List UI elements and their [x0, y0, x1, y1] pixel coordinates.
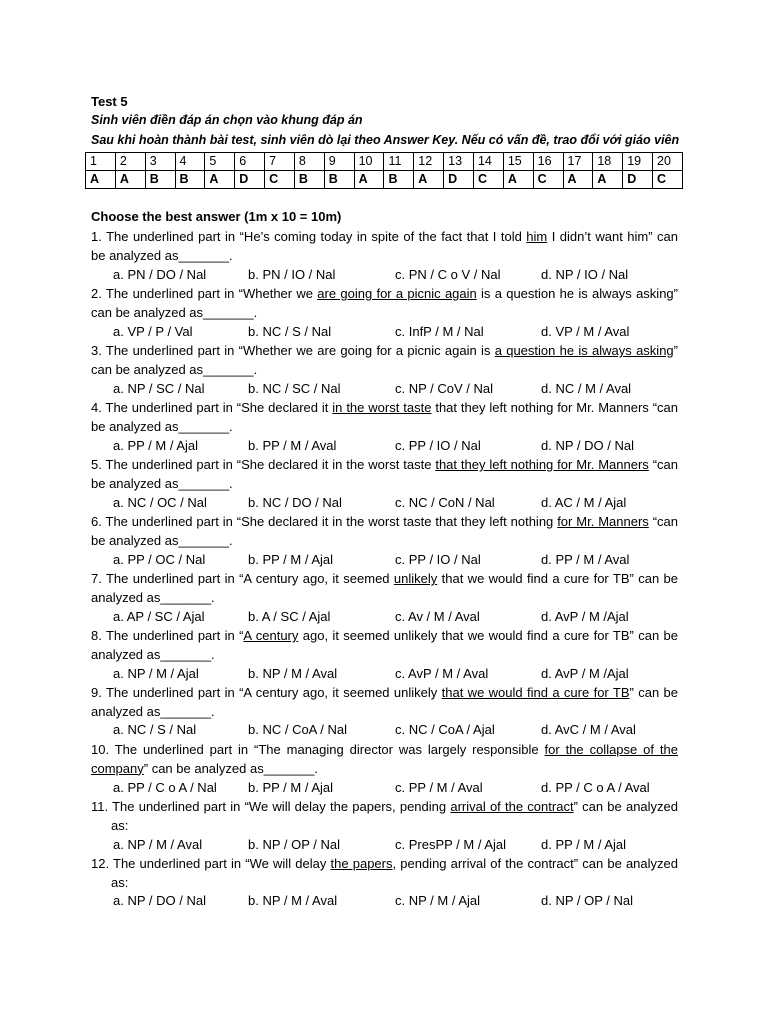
- answer-cell: B: [324, 171, 354, 189]
- answer-option[interactable]: a. PN / DO / Nal: [113, 267, 207, 282]
- answer-cell: B: [294, 171, 324, 189]
- answer-option[interactable]: a. PP / M / Ajal: [113, 438, 199, 453]
- answer-option[interactable]: a. VP / P / Val: [113, 324, 193, 339]
- answer-cell: A: [86, 171, 116, 189]
- answer-option[interactable]: b. A / SC / Ajal: [248, 609, 331, 624]
- question-text: [91, 855, 678, 892]
- question-number-cell: 16: [533, 153, 563, 171]
- question-text: [91, 342, 678, 379]
- question-stem: 2. The underlined part in “Whether we: [91, 286, 318, 301]
- question-number-cell: 4: [175, 153, 205, 171]
- underlined-part: a question he is always asking: [494, 343, 674, 358]
- answer-cell: C: [265, 171, 295, 189]
- answer-option[interactable]: b. NC / CoA / Nal: [248, 722, 347, 737]
- answer-cell: A: [593, 171, 623, 189]
- answer-option[interactable]: a. NC / OC / Nal: [113, 495, 207, 510]
- answer-option[interactable]: c. NP / M / Ajal: [395, 893, 481, 908]
- answer-option[interactable]: d. PP / M / Aval: [541, 552, 630, 567]
- answer-option[interactable]: c. PresPP / M / Ajal: [395, 837, 507, 852]
- underlined-part: that they left nothing for Mr. Manners: [435, 457, 649, 472]
- answer-option[interactable]: b. NP / M / Aval: [248, 666, 338, 681]
- question-number-cell: 2: [115, 153, 145, 171]
- answer-cell: D: [623, 171, 653, 189]
- answer-option[interactable]: b. NC / DO / Nal: [248, 495, 342, 510]
- question-stem: 3. The underlined part in “Whether we are going for a picnic again is: [91, 343, 495, 358]
- answer-option[interactable]: d. AC / M / Ajal: [541, 495, 627, 510]
- question-number-cell: 5: [205, 153, 235, 171]
- question-stem: 4. The underlined part in “She declared it: [91, 400, 333, 415]
- answer-option[interactable]: c. Av / M / Aval: [395, 609, 480, 624]
- question-tail: is a question he is always asking” can be analyzed as_______.: [91, 286, 678, 320]
- answer-cell: A: [414, 171, 444, 189]
- answer-option[interactable]: c. PN / C o V / Nal: [395, 267, 501, 282]
- question-number-cell: 12: [414, 153, 444, 171]
- question-number-cell: 17: [563, 153, 593, 171]
- question-text: [91, 627, 678, 664]
- answer-option[interactable]: c. NC / CoA / Ajal: [395, 722, 495, 737]
- question-number-cell: 11: [384, 153, 414, 171]
- answer-option[interactable]: c. PP / M / Aval: [395, 780, 483, 795]
- answer-option[interactable]: d. NP / OP / Nal: [541, 893, 634, 908]
- question-tail: “can be analyzed as_______.: [91, 514, 678, 548]
- question-number-cell: 14: [473, 153, 503, 171]
- question-number-cell: 19: [623, 153, 653, 171]
- answer-cell: C: [473, 171, 503, 189]
- answer-option[interactable]: b. NP / M / Aval: [248, 893, 338, 908]
- question-stem: 5. The underlined part in “She declared it in the worst taste: [91, 457, 436, 472]
- underlined-part: the papers: [330, 856, 393, 871]
- answer-cell: A: [354, 171, 384, 189]
- question-text: [91, 570, 678, 607]
- underlined-part: unlikely: [393, 571, 438, 586]
- answer-cell: B: [175, 171, 205, 189]
- question-stem: 11. The underlined part in “We will delay the papers, pending: [91, 799, 451, 814]
- instruction-line-1: Sinh viên điền đáp án chọn vào khung đáp án: [91, 113, 363, 127]
- answer-option[interactable]: a. NP / DO / Nal: [113, 893, 206, 908]
- answer-cell: A: [205, 171, 235, 189]
- answer-option[interactable]: d. NP / DO / Nal: [541, 438, 634, 453]
- answer-option[interactable]: d. AvC / M / Aval: [541, 722, 636, 737]
- answer-option[interactable]: c. NC / CoN / Nal: [395, 495, 495, 510]
- test-title: Test 5: [91, 94, 128, 109]
- answer-option[interactable]: d. PP / C o A / Aval: [541, 780, 650, 795]
- question-tail: ” can be analyzed as_______.: [91, 343, 678, 377]
- underlined-part: arrival of the contract: [450, 799, 574, 814]
- answer-cell: A: [563, 171, 593, 189]
- question-text: [91, 399, 678, 436]
- answer-option[interactable]: b. NC / S / Nal: [248, 324, 332, 339]
- answer-option[interactable]: b. NC / SC / Nal: [248, 381, 341, 396]
- answer-cell: D: [444, 171, 474, 189]
- underlined-part: for Mr. Manners: [557, 514, 649, 529]
- question-tail: I didn’t want him” can be analyzed as_______.: [91, 229, 678, 263]
- question-number-cell: 13: [444, 153, 474, 171]
- question-stem: 10. The underlined part in “The managing director was largely responsible: [91, 742, 545, 757]
- answer-option[interactable]: d. AvP / M /Ajal: [541, 609, 629, 624]
- question-number-cell: 8: [294, 153, 324, 171]
- answer-option[interactable]: d. PP / M / Ajal: [541, 837, 627, 852]
- question-tail: “can be analyzed as_______.: [91, 457, 678, 491]
- answer-option[interactable]: c. InfP / M / Nal: [395, 324, 484, 339]
- question-number-cell: 6: [235, 153, 265, 171]
- underlined-part: that we would find a cure for TB: [441, 685, 630, 700]
- answer-option[interactable]: c. PP / IO / Nal: [395, 552, 481, 567]
- question-number-cell: 18: [593, 153, 623, 171]
- answer-key-table: [85, 152, 683, 189]
- answer-option[interactable]: a. PP / C o A / Nal: [113, 780, 217, 795]
- underlined-part: him: [526, 229, 548, 244]
- answer-option[interactable]: d. NP / IO / Nal: [541, 267, 629, 282]
- answer-option[interactable]: b. PP / M / Ajal: [248, 780, 334, 795]
- question-number-row: [86, 153, 683, 171]
- answer-option[interactable]: a. NP / M / Ajal: [113, 666, 199, 681]
- answer-cell: B: [145, 171, 175, 189]
- question-tail: ago, it seemed unlikely that we would find a cure for TB” can be analyzed as_______.: [91, 628, 679, 662]
- underlined-part: A century: [243, 628, 299, 643]
- question-stem: 7. The underlined part in “A century ago, it seemed: [91, 571, 394, 586]
- question-tail: that we would find a cure for TB” can be analyzed as_______.: [91, 571, 678, 605]
- question-text: [91, 228, 678, 265]
- question-number-cell: 1: [86, 153, 116, 171]
- question-number-cell: 10: [354, 153, 384, 171]
- answer-option[interactable]: a. NP / SC / Nal: [113, 381, 205, 396]
- question-stem: 6. The underlined part in “She declared it in the worst taste that they left nothing: [91, 514, 558, 529]
- answer-option[interactable]: a. NC / S / Nal: [113, 722, 197, 737]
- answer-option[interactable]: c. PP / IO / Nal: [395, 438, 481, 453]
- question-text: [91, 798, 678, 835]
- question-text: [91, 456, 678, 493]
- question-tail: ” can be analyzed as:: [111, 799, 679, 833]
- question-stem: 9. The underlined part in “A century ago, it seemed unlikely: [91, 685, 442, 700]
- question-text: [91, 285, 678, 322]
- answer-cell: A: [115, 171, 145, 189]
- question-tail: ” can be analyzed as_______.: [143, 760, 318, 776]
- question-tail: ” can be analyzed as_______.: [91, 685, 679, 719]
- question-stem: 12. The underlined part in “We will delay: [91, 856, 331, 871]
- answer-cell: C: [533, 171, 563, 189]
- answer-option[interactable]: d. AvP / M /Ajal: [541, 666, 629, 681]
- answer-option[interactable]: a. AP / SC / Ajal: [113, 609, 205, 624]
- answer-row: [86, 171, 683, 189]
- question-stem: 8. The underlined part in “: [91, 628, 244, 643]
- question-text: [91, 513, 678, 550]
- question-text: [91, 741, 678, 778]
- answer-cell: C: [653, 171, 683, 189]
- underlined-part: are going for a picnic again: [317, 286, 477, 301]
- answer-option[interactable]: c. AvP / M / Aval: [395, 666, 489, 681]
- question-number-cell: 3: [145, 153, 175, 171]
- answer-cell: A: [503, 171, 533, 189]
- answer-cell: B: [384, 171, 414, 189]
- answer-option[interactable]: b. PP / M / Aval: [248, 438, 337, 453]
- underlined-part: for the collapse of the company: [91, 742, 678, 776]
- answer-option[interactable]: a. PP / OC / Nal: [113, 552, 206, 567]
- section-title: Choose the best answer (1m x 10 = 10m): [91, 209, 342, 224]
- answer-option[interactable]: c. NP / CoV / Nal: [395, 381, 494, 396]
- answer-option[interactable]: a. NP / M / Aval: [113, 837, 203, 852]
- question-number-cell: 20: [653, 153, 683, 171]
- instruction-line-2: Sau khi hoàn thành bài test, sinh viên dò lại theo Answer Key. Nếu có vấn đề, trao đổi với giáo viên: [91, 133, 680, 147]
- question-text: [91, 684, 678, 721]
- answer-option[interactable]: b. PP / M / Ajal: [248, 552, 334, 567]
- question-number-cell: 7: [265, 153, 295, 171]
- question-tail: that they left nothing for Mr. Manners “can be analyzed as_______.: [91, 400, 678, 434]
- question-tail: , pending arrival of the contract” can be analyzed as:: [111, 856, 678, 890]
- question-number-cell: 15: [503, 153, 533, 171]
- answer-cell: D: [235, 171, 265, 189]
- answer-option[interactable]: d. NC / M / Aval: [541, 381, 632, 396]
- question-number-cell: 9: [324, 153, 354, 171]
- answer-option[interactable]: b. PN / IO / Nal: [248, 267, 336, 282]
- answer-option[interactable]: d. VP / M / Aval: [541, 324, 630, 339]
- question-stem: 1. The underlined part in “He’s coming today in spite of the fact that I told: [91, 229, 527, 244]
- underlined-part: in the worst taste: [332, 400, 432, 415]
- answer-option[interactable]: b. NP / OP / Nal: [248, 837, 341, 852]
